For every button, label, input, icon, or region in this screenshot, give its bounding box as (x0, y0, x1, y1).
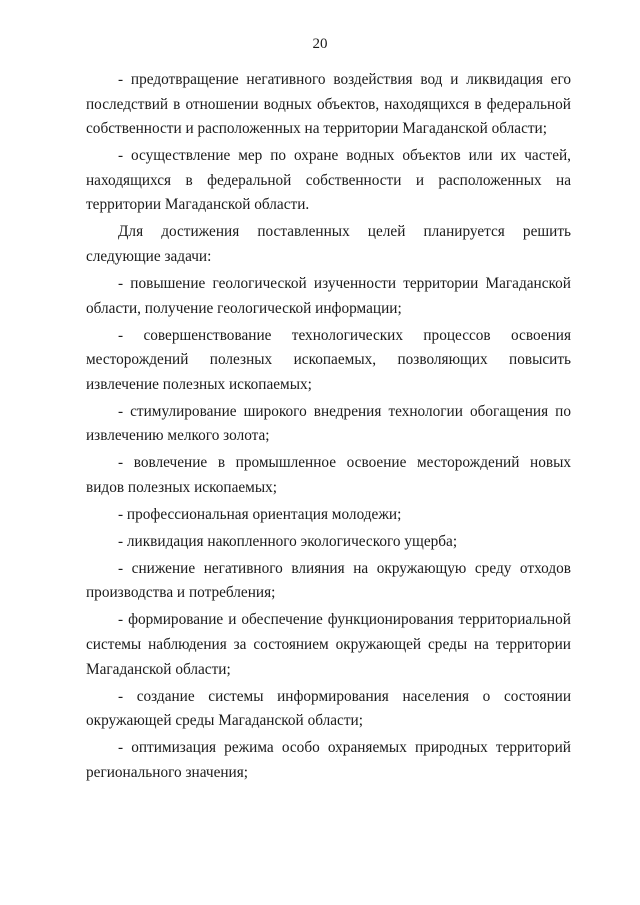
list-item-new-minerals: - вовлечение в промышленное освоение месторождений новых видов полезных ископаемых; (86, 454, 571, 496)
list-item-information-system: - создание системы информирования населения о состоянии окружающей среды Магаданской области; (86, 687, 571, 730)
list-item-ecological-damage: - ликвидация накопленного экологического ущерба; (118, 532, 458, 550)
list-item-protected-areas: - оптимизация режима особо охраняемых природных территорий регионального значения; (86, 739, 571, 781)
paragraph-water-harm-prevention: - предотвращение негативного воздействия вод и ликвидация его последствий в отношении водных объектов, находящихся в федеральной собственности и расположенных на территории Магаданской области; (86, 71, 571, 138)
list-item-youth-orientation: - профессиональная ориентация молодежи; (118, 505, 402, 523)
list-item-geological-study: - повышение геологической изученности территории Магаданской области, получение геологической информации; (86, 274, 571, 317)
list-item-monitoring-system: - формирование и обеспечение функционирования территориальной системы наблюдения за состоянием окружающей среды на территории Магаданской области; (86, 611, 571, 678)
paragraph-tasks-intro: Для достижения поставленных целей планируется решить следующие задачи: (86, 223, 571, 265)
list-item-waste-impact: - снижение негативного влияния на окружающую среду отходов производства и потребления; (86, 559, 571, 602)
list-item-gold-extraction: - стимулирование широкого внедрения технологии обогащения по извлечению мелкого золота; (86, 402, 571, 445)
paragraph-water-protection: - осуществление мер по охране водных объектов или их частей, находящихся в федеральной собственности и расположенных на территории Магаданской области. (86, 147, 571, 214)
page-number: 20 (312, 36, 328, 52)
document-body (86, 68, 571, 788)
list-item-mining-technology: - совершенствование технологических процессов освоения месторождений полезных ископаемых, позволяющих повысить извлечение полезных ископаемых; (86, 326, 571, 393)
